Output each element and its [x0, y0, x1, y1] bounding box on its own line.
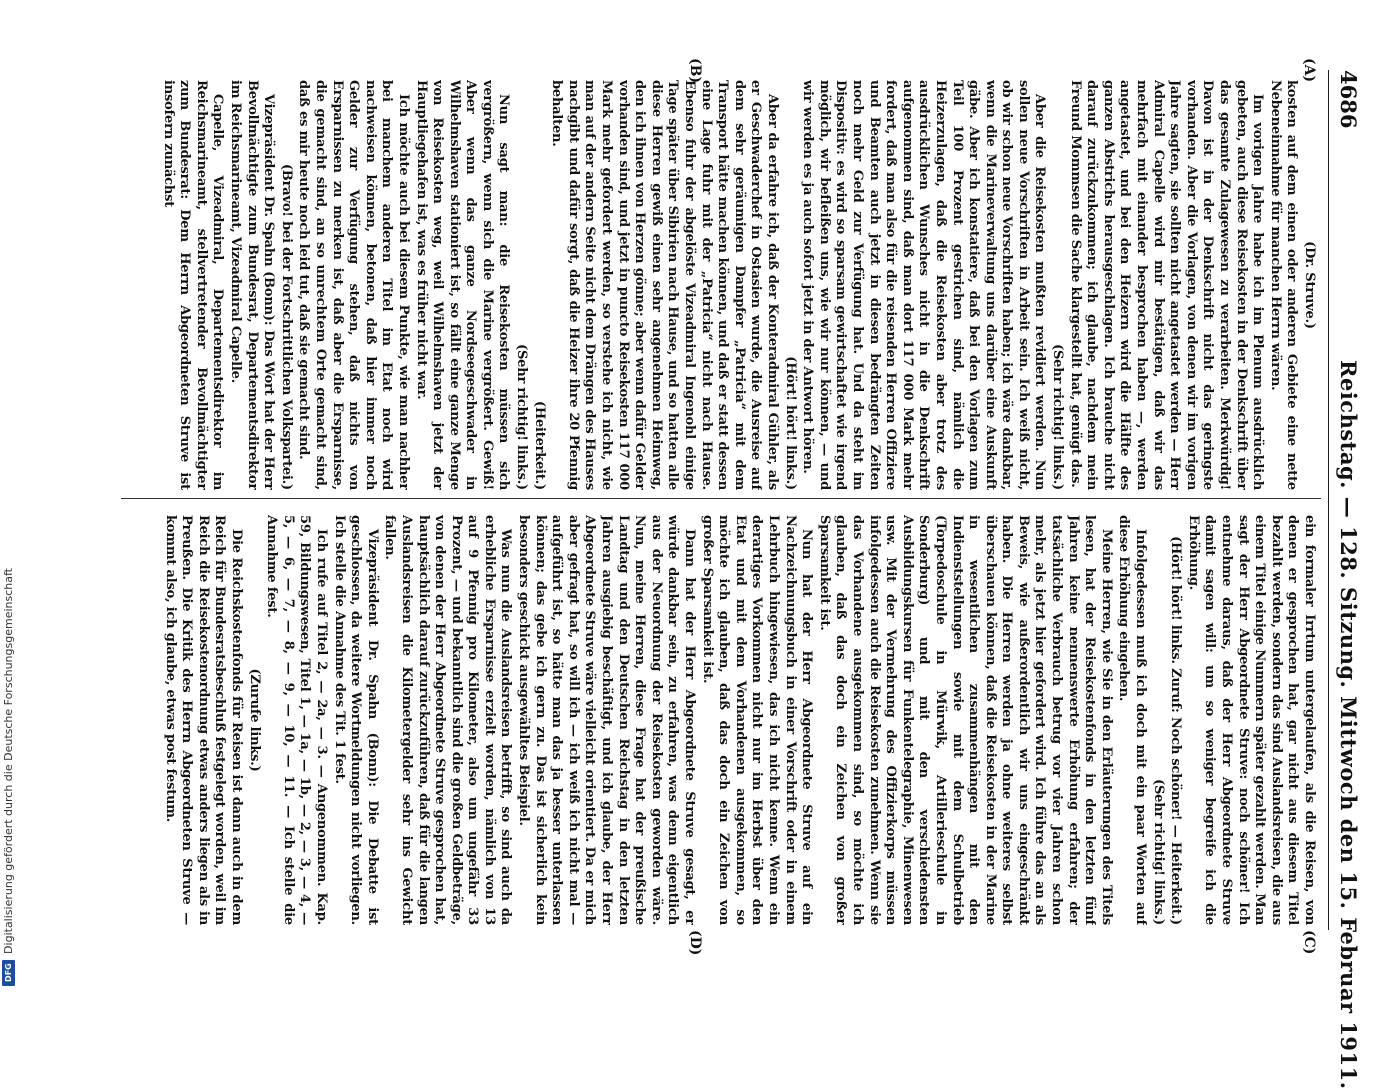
dfg-logo-icon: DFG: [2, 960, 15, 986]
margin-mark-b: (B): [687, 58, 703, 84]
margin-mark-a: (A): [1301, 58, 1317, 83]
paragraph: Ich möchte auch bei diesem Punkte, wie man nachher bei manchem anderen Titel im Etat noch wird nachweisen können, betonen, daß hier immer noch Gelder zur Verfügung stehen, daß nichts von Ersparnissen zu merken ist, daß aber die Ersparnisse, die gemacht sind, an so unrechtem Orte gemacht sind, daß es mir heute noch leid tut, daß sie gemacht sind.: [296, 80, 411, 490]
digitization-credit-text: Digitalisierung gefördert durch die Deutsche Forschungsgemeinschaft: [2, 568, 15, 954]
paragraph: Vizepräsident Dr. Spahn (Bonn): Die Debatte ist geschlossen, da weitere Wortmeldungen nicht vorliegen. Ich stelle die Annahme des Tit. 1 fest.: [331, 515, 380, 925]
paragraph: (Zurufe links.): [246, 668, 262, 772]
paragraph: (Sehr richtig! links.): [1150, 779, 1166, 925]
paragraph: Aber die Reisekosten mußten revidiert werden. Nun sollen neue Vorschriften in Arbeit sein. Ich weiß nicht, ob wir schon neue Vorschriften haben; ich wäre dankbar, wenn die Marineverwaltung uns darüber eine Auskunft gäbe. Aber ich konstatiere, daß bei den Vorlagen zum Teil 100 Prozent gestrichen sind, nämlich die Heizerzulagen, daß die Reisekosten aber trotz des ausdrücklichen Wunsches nicht in die Denkschrift aufgenommen sind, daß man dort 117 000 Mark mehr fordert, daß man also für die reisenden Herren Offiziere und Beamten auch jetzt in diesen bedrängten Zeiten noch mehr Geld zur Verfügung hat. Und da steht im Dispositiv: es wird so sparsam gewirtschaftet wie irgend möglich, wir befleißen uns, wie wir nur können, — und wir werden es ja auch sofort jetzt in der Antwort hören.: [800, 80, 1048, 490]
left-column: [127, 80, 1317, 490]
paragraph: (Bravo! bei der Fortschrittlichen Volkspartei.): [278, 163, 294, 490]
paragraph: (Hört! hört! links.): [782, 356, 798, 490]
margin-mark-c: (C): [1301, 930, 1317, 955]
paragraph: Nun hat der Herr Abgeordnete Struve auf ein Nachzeichnungsbuch in einer Vorschrift oder in einem Lehrbuch hingewiesen, das ich nicht kenne. Wenn ein derartiges Vorkommen nicht nur im Herbst über den Etat und mit dem Vorhandenen ausgekommen, so möchte ich glauben, daß das doch ein Zeichen von großer Sparsamkeit ist.: [699, 515, 815, 925]
paragraph: Nun sagt man: die Reisekosten müssen sich vergrößern, wenn sich die Marine vergrößert. Gewiß! Aber wenn das ganze Nordseegeschwader in Wilhelmshaven stationiert ist, so fällt eine ganze Menge von Reisekosten weg, weil Wilhelmshaven jetzt der Hauptliegehafen ist, was es früher nicht war.: [413, 80, 512, 490]
paragraph: (Dr. Struve.): [1302, 241, 1317, 329]
paragraph: Dann hat der Herr Abgeordnete Struve gesagt, er würde dankbar sein, zu erfahren, was denn eigentlich aus der Neuordnung der Reisekosten geworden wäre. Nun, meine Herren, diese Frage hat der preußische Landtag und den Deutschen Reichstag in den letzten Jahren ausgiebig beschäftigt, und ich glaube, der Herr Abgeordnete Struve wäre vielleicht orientiert. Da er mich aber gefragt hat, so will ich — ich weiß ich nicht mal — aufgeführt ist, so hätte man das ja besser unterlassen können; das gebe ich gern zu. Das ist sicherlich kein besonders geschickt ausgewähltes Beispiel.: [516, 515, 698, 925]
paragraph: (Sehr richtig! links.): [514, 344, 530, 490]
paragraph: Im vorigen Jahre habe ich im Plenum ausdrücklich gebeten, auch diese Reisekosten in der Denkschrift über das gesamte Zulagewesen zu verarbeiten. Merkwürdig! Davon ist in der Denkschrift nicht das geringste vorhanden. Aber die Vorlagen, von denen wir im vorigen Jahre sagten, sie sollten nicht angetastet werden — Herr Admiral Capelle wird mir bestätigen, daß wir das mehrfach mit einander besprochen haben —, werden angetastet, und bei den Heizern wird die Hälfte des ganzen Abstrichs herausgeschlagen. Ich brauche nicht darauf zurückzukommen; ich glaube, nachdem mein Freund Mommsen die Sache klargestellt hat, genügt das.: [1067, 80, 1266, 490]
paragraph: (Hört! hört! links. Zuruf: Noch schöner! — Heiterkeit.): [1168, 536, 1184, 925]
paragraph: ein formaler Irrtum untergelaufen, als die Reisen, von denen er gesprochen hat, gar nicht aus diesem Titel bezahlt werden, sondern das sind Auslandsreisen, die aus einem Titel einige Nummern später gezahlt werden. Man sagt der Herr Abgeordnete Struve: noch schöner! Ich entnehme daraus, daß der Herr Abgeordnete Struve damit sagen will: um so weniger begreife ich die Erhöhung.: [1185, 515, 1317, 925]
paragraph: Die Reichskostenfonds für Reisen ist dann auch in dem Reich für Bundesratsbeschluß festgelegt worden, weil im Reich die Reisekostenordnung etwas anders liegen als in Preußen. Die Kritik des Herrn Abgeordneten Struve — kommt also, ich glaube, etwas post festum.: [162, 515, 244, 925]
paragraph: Meine Herren, wie Sie in den Erläuterungen des Titels lesen, hat der Reisekostenfonds in den letzten fünf Jahren keine nennenswerte Erhöhung erfahren; der tatsächliche Verbrauch betrug vor vier Jahren schon mehr, als jetzt hier gefordert wird. Ich führe das an als Beweis, wie außerordentlich wir uns eingeschränkt haben. Die Herren werden ja ohne weiteres selbst überschauen können, daß die Reisekosten in der Marine in wesentlichen zusammenhängen mit den Indienststellungen sowie mit dem Schulbetrieb (Torpedoschule in Mürwik, Artillerieschule in Sonderburg) und mit den verschiedensten Ausbildungskursen für Funkentelegraphie, Minenwesen usw. Mit der Vermehrung des Offizierkorps müssen infolgedessen auch die Reisekosten zunehmen. Wenn sie das Vorhandene ausgekommen sind, so möchte ich glauben, daß das doch ein Zeichen von großer Sparsamkeit ist.: [816, 515, 1114, 925]
page-title: Reichstag. — 128. Sitzung. Mittwoch den 15. Februar 1911.: [1336, 360, 1361, 1090]
paragraph: Vizepräsident Dr. Spahn (Bonn): Das Wort hat der Herr Bevollmächtigte zum Bundesrat, Departementsdirektor im Reichsmarineamt, Vizeadmiral Capelle.: [228, 80, 277, 490]
paragraph: Was nun die Auslandsreisen betrifft, so sind auch da erhebliche Ersparnisse erzielt worden, nämlich von 13 auf 9 Pfennig pro Kilometer, also um ungefähr 33 Prozent, — und bekanntlich sind die großen Geldbeträge, von denen der Herr Abgeordnete Struve gesprochen hat, hauptsächlich darauf zurückzuführen, daß für die langen Auslandsreisen die Kilometergelder sehr ins Gewicht fallen.: [382, 515, 514, 925]
digitization-credit: [2, 568, 15, 986]
paragraph: (Heiterkeit.): [531, 400, 547, 490]
right-column: [127, 515, 1317, 925]
column-divider: [121, 498, 1321, 499]
paragraph: Capelle, Vizeadmiral, Departementsdirektor im Reichsmarineamt, stellvertretender Bevollmächtigter zum Bundesrat: Dem Herrn Abgeordneten Struve ist insofern zunächst: [160, 80, 226, 490]
paragraph: (Sehr richtig! links.): [1050, 344, 1066, 490]
paragraph: Infolgedessen muß ich doch mit ein paar Worten auf diese Erhöhung eingehen.: [1116, 515, 1149, 925]
margin-mark-d: (D): [687, 930, 703, 956]
page-number: 4686: [1336, 70, 1361, 129]
header-rule: [1328, 70, 1329, 930]
paragraph: Aber da erfahre ich, daß der Konteradmiral Gühler, als er Geschwaderchef in Ostasien wurde, die Ausreise auf dem sehr geräumigen Dampfer „Patricia“ mit dem Transport hätte machen können, und daß er statt dessen eine Lage fuhr mit der „Patricia“ nicht nach Hause. Ebenso fuhr der abgelöste Vizeadmiral Ingenohl einige Tage später über Sibirien nach Hause, und so hatten alle diese Herren gewiß einen sehr angenehmen Heimweg, den ich ihnen von Herzen gönne; aber wenn dafür Gelder vorhanden sind, und jetzt in puncto Reisekosten 117 000 Mark mehr gefordert werden, so verstehe ich nicht, wie man auf der andern Seite nicht dem Drängen des Hauses nachgibt und dafür sorgt, daß die Heizer ihre 20 Pfennig behalten.: [549, 80, 780, 490]
paragraph: Ich rufe auf Titel 2, — 2a, — 3. — Angenommen. Kap. 59, Bildungswesen, Titel 1, — 1a, — 1b, — 2, — 3, — 4, — 5, — 6, — 7, — 8, — 9, — 10, — 11. — Ich stelle die Annahme fest.: [264, 515, 329, 925]
page-header: [1321, 70, 1361, 1090]
paragraph: kosten auf dem einen oder anderen Gebiete eine nette Nebeneinnahme für manchen Herrn wären.: [1267, 80, 1300, 490]
